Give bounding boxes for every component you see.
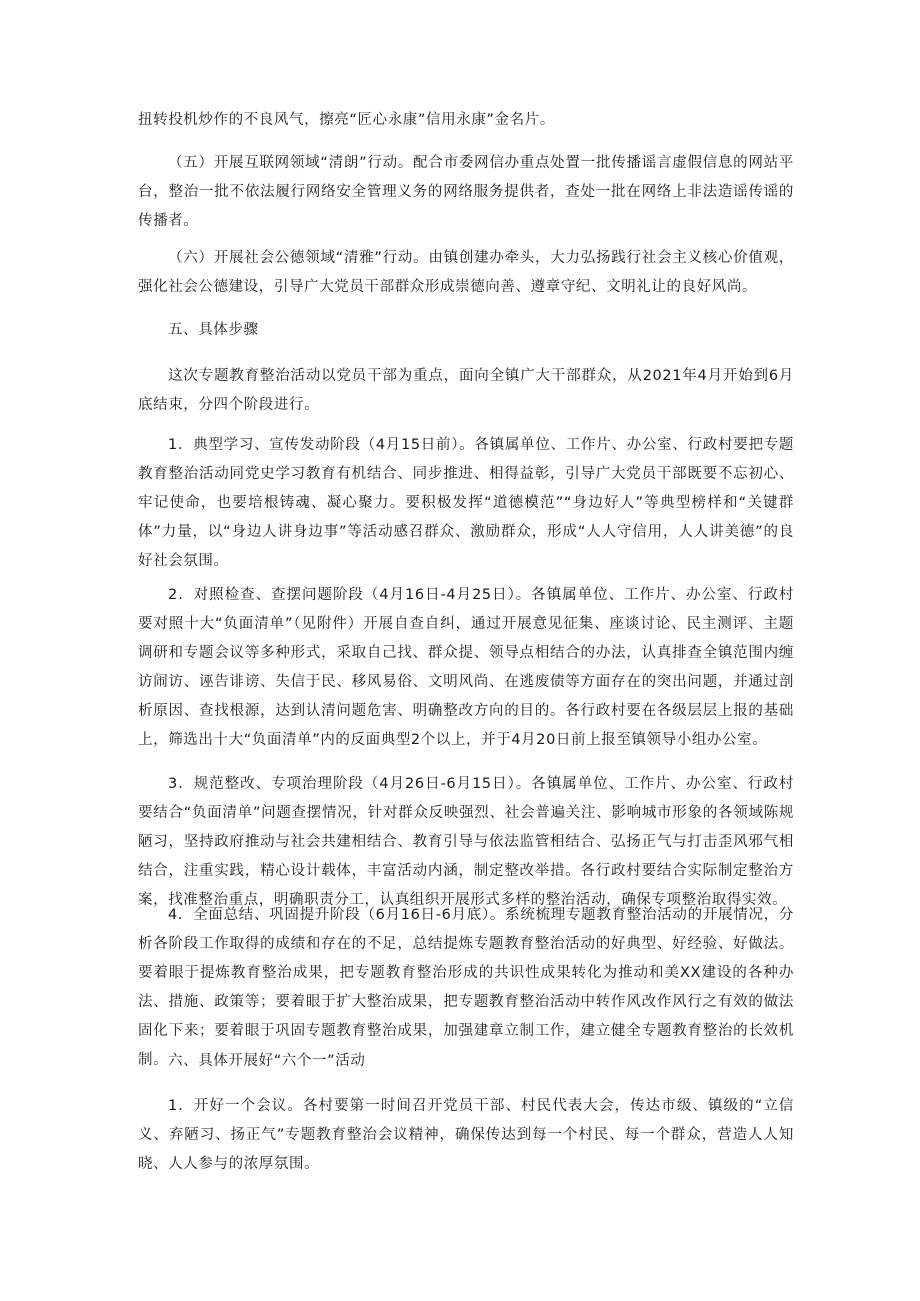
paragraph-step-3: 3．规范整改、专项治理阶段（4月26日-6月15日）。各镇属单位、工作片、办公室、行政村要结合“负面清单”问题查摆情况，针对群众反映强烈、社会普遍关注、影响城市形象的各领域陈规陋习，坚持政府推动与社会共建相结合、教育引导与依法监管相结合、弘扬正气与打击歪风邪气相结合，注重实践，精心设计载体，丰富活动内涵，制定整改举措。各行政村要结合实际制定整治方案，找准整治重点，明确职责分工，认真组织开展形式多样的整治活动，确保专项整治取得实效。	[138, 776, 794, 908]
paragraph-continuation: 扭转投机炒作的不良风气，擦亮“匠心永康”信用永康”金名片。	[138, 112, 555, 128]
paragraph-item-6: （六）开展社会公德领域“清雅”行动。由镇创建办牵头，大力弘扬践行社会主义核心价值观，强化社会公德建设，引导广大党员干部群众形成崇德向善、遵章守纪、文明礼让的良好风尚。	[138, 250, 794, 295]
paragraph-activity-1: 1．开好一个会议。各村要第一时间召开党员干部、村民代表大会，传达市级、镇级的“立信义、弃陋习、扬正气”专题教育整治会议精神，确保传达到每一个村民、每一个群众，营造人人知晓、人人参与的浓厚氛围。	[138, 1098, 794, 1172]
paragraph-step-4: 4．全面总结、巩固提升阶段（6月16日-6月底）。系统梳理专题教育整治活动的开展情况，分析各阶段工作取得的成绩和存在的不足，总结提炼专题教育整治活动的好典型、好经验、好做法。要着眼于提炼教育整治成果，把专题教育整治形成的共识性成果转化为推动和美XX建设的各种办法、措施、政策等；要着眼于扩大整治成果，把专题教育整治活动中转作风改作风行之有效的做法固化下来；要着眼于巩固专题教育整治成果，加强建章立制工作，建立健全专题教育整治的长效机制。	[138, 907, 794, 1068]
paragraph-step-1: 1．典型学习、宣传发动阶段（4月15日前）。各镇属单位、工作片、办公室、行政村要把专题教育整治活动同党史学习教育有机结合、同步推进、相得益彰，引导广大党员干部既要不忘初心、牢记使命，也要培根铸魂、凝心聚力。要积极发挥“道德模范”“身边好人”等典型榜样和“关键群体”力量，以“身边人讲身边事”等活动感召群众、激励群众，形成“人人守信用，人人讲美德”的良好社会氛围。	[138, 437, 794, 569]
paragraph-steps-intro: 这次专题教育整治活动以党员干部为重点，面向全镇广大干部群众，从2021年4月开始到6月底结束，分四个阶段进行。	[138, 368, 794, 413]
section-heading-5: 五、具体步骤	[168, 322, 259, 338]
paragraph-item-5: （五）开展互联网领域“清朗”行动。配合市委网信办重点处置一批传播谣言虚假信息的网站平台，整治一批不依法履行网络安全管理义务的网络服务提供者，查处一批在网络上非法造谣传谣的传播者。	[138, 155, 794, 229]
paragraph-step-2: 2．对照检查、查摆问题阶段（4月16日-4月25日）。各镇属单位、工作片、办公室、行政村要对照十大“负面清单”（见附件）开展自查自纠，通过开展意见征集、座谈讨论、民主测评、主题调研和专题会议等多种形式，采取自己找、群众提、领导点相结合的办法，认真排查全镇范围内缠访闹访、诬告诽谤、失信于民、移风易俗、文明风尚、在逃废债等方面存在的突出问题，并通过剖析原因、查找根源，达到认清问题危害、明确整改方向的目的。各行政村要在各级层层上报的基础上，筛选出十大“负面清单”内的反面典型2个以上，并于4月20日前上报至镇领导小组办公室。	[138, 587, 794, 748]
section-heading-6: 六、具体开展好“六个一”活动	[168, 1053, 366, 1069]
